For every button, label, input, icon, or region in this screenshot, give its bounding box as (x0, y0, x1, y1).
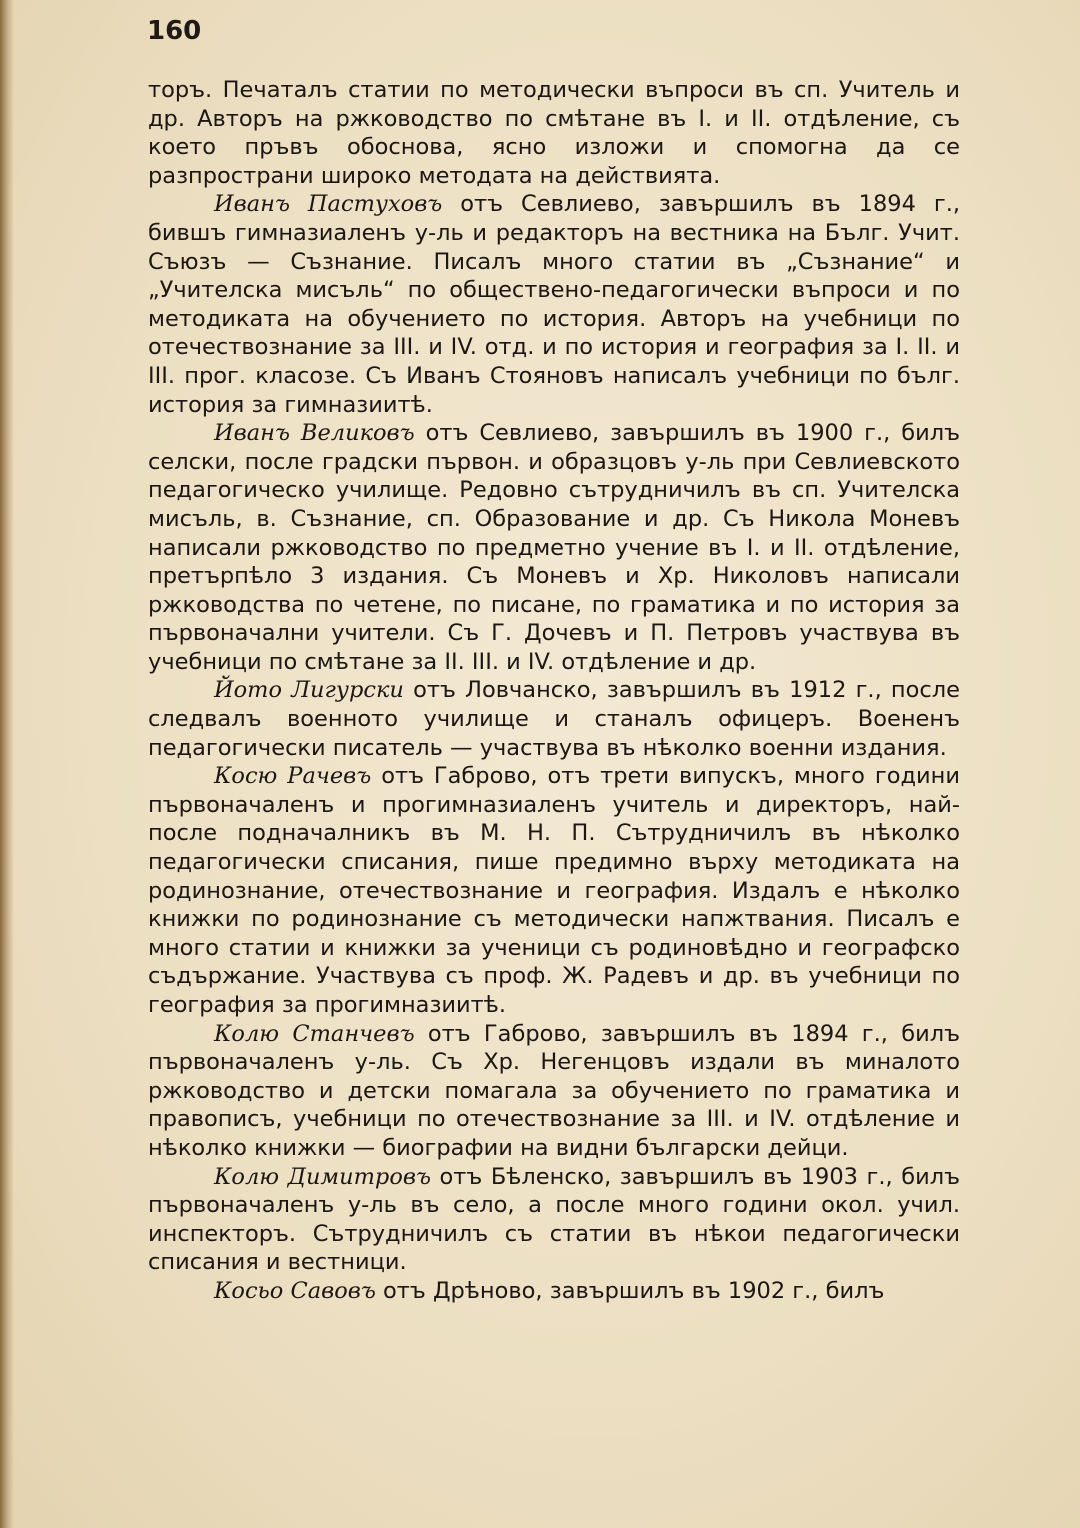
page-body (148, 76, 960, 1306)
paragraph-text: торъ. Печаталъ статии по методически въпроси въ сп. Учитель и др. Авторъ на ржководство по смѣтане въ I. и II. отдѣление, съ което пръвъ обоснова, ясно изложи и спомогна да се разпространи широко методата на действията. (148, 77, 960, 189)
person-name: Косьо Савовъ (214, 1277, 376, 1304)
page-spine-shadow (0, 0, 14, 1528)
biography-entry (148, 190, 960, 419)
person-name: Йото Лигурски (214, 677, 404, 704)
entry-text: отъ Дрѣново, завършилъ въ 1902 г., билъ (375, 1277, 885, 1304)
biography-entry (148, 1277, 960, 1306)
biography-entry (148, 419, 960, 676)
biography-entry (148, 1163, 960, 1277)
entry-text: отъ Бѣленско, завършилъ въ 1903 г., билъ първоначаленъ у-ль въ село, а после много години окол. учил. инспекторъ. Сътрудничилъ съ статии въ нѣкои педагогически списания и вестници. (148, 1163, 961, 1276)
entry-text: отъ Севлиево, завършилъ въ 1900 г., билъ селски, после градски първон. и образцовъ у-ль при Севлиевското педагогическо училище. Редовно сътрудничилъ въ сп. Учителска мисъль, в. Съзнание, сп. Образование и др. Съ Никола Моневъ написали ржководство по предметно учение въ I. и II. отдѣление, претърпѣло 3 издания. Съ Моневъ и Хр. Николовъ написали ржководства по четене, по писане, по граматика и по история за първоначални учители. Съ Г. Дочевъ и П. Петровъ участвува въ учебници по смѣтане за II. III. и IV. отдѣление и др. (148, 420, 960, 675)
entry-text: отъ Ловчанско, завършилъ въ 1912 г., после следвалъ военното училище и станалъ офицеръ. Воененъ педагогически писатель — участвува въ нѣколко военни издания. (148, 677, 960, 761)
biography-entry (148, 762, 960, 1019)
entry-text: отъ Севлиево, завършилъ въ 1894 г., бившъ гимназиаленъ у-ль и редакторъ на вестника на Бълг. Учит. Съюзъ — Съзнание. Писалъ много статии въ „Съзнание“ и „Учителска мисъль“ по обществено-педагогически въпроси и по методиката на обучението по история. Авторъ на учебници по отечествознание за III. и IV. отд. и по история и география за I. II. и III. прог. класозе. Съ Иванъ Стояновъ написалъ учебници по бълг. история за гимназиитѣ. (148, 191, 960, 418)
person-name: Колю Станчевъ (214, 1020, 415, 1047)
entry-text: отъ Габрово, завършилъ въ 1894 г., билъ първоначаленъ у-ль. Съ Хр. Негенцовъ издали въ миналото ржководство и детски помагала за обучението по граматика и правописъ, учебници по отечествознание за III. и IV. отдѣление и нѣколко книжки — биографии на видни български дейци. (148, 1020, 960, 1161)
person-name: Иванъ Великовъ (214, 420, 415, 447)
entry-text: отъ Габрово, отъ трети випускъ, много години първоначаленъ и прогимназиаленъ учитель и директоръ, най-после подначалникъ въ М. Н. П. Сътрудничилъ въ нѣколко педагогически списания, пише предимно върху методиката на родинознание, отечествознание и география. Издалъ е нѣколко книжки по родинознание съ методически напжтвания. Писалъ е много статии и книжки за ученици съ родиновѣдно и географско съдържание. Участвува съ проф. Ж. Радевъ и др. въ учебници по география за прогимназиитѣ. (148, 763, 960, 1018)
person-name: Колю Димитровъ (214, 1163, 431, 1190)
biography-entry (148, 1020, 960, 1163)
person-name: Косю Рачевъ (214, 763, 372, 790)
biography-entry (148, 676, 960, 762)
page-number: 160 (147, 16, 202, 46)
paragraph-continuation (148, 76, 960, 190)
person-name: Иванъ Пастуховъ (214, 191, 443, 218)
